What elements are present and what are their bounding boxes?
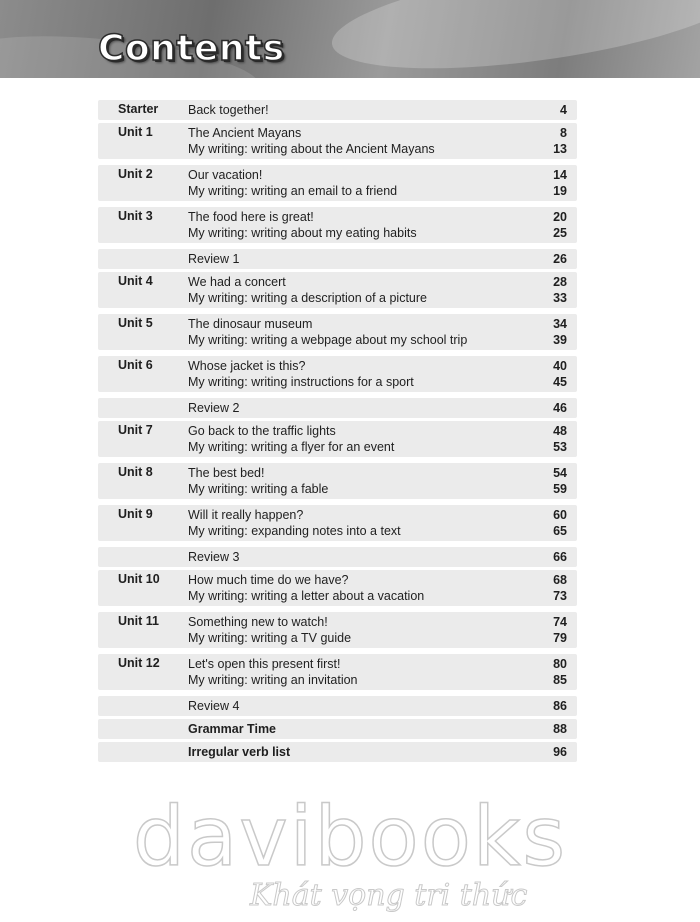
toc-entry-title: My writing: writing a flyer for an event — [188, 440, 395, 454]
toc-entry-title: Review 3 — [188, 550, 240, 564]
toc-entry-title: My writing: writing a TV guide — [188, 631, 352, 645]
toc-entry-title: How much time do we have? — [188, 573, 349, 587]
toc-entry-title: My writing: writing a description of a picture — [188, 291, 427, 305]
toc-entry-page: 39 — [553, 333, 567, 347]
toc-entry-page: 34 — [553, 317, 567, 331]
toc-row — [98, 421, 577, 457]
header-banner — [0, 0, 700, 78]
toc-entry[interactable] — [188, 125, 567, 141]
toc-row — [98, 612, 577, 648]
toc-unit-label: Unit 7 — [118, 423, 153, 437]
toc-unit-label: Unit 5 — [118, 316, 153, 330]
toc-unit-label: Unit 12 — [118, 656, 160, 670]
toc-entry-page: 74 — [553, 615, 567, 629]
toc-entry-title: My writing: expanding notes into a text — [188, 524, 401, 538]
toc-row — [98, 272, 577, 308]
toc-entry[interactable] — [188, 630, 567, 646]
toc-entry-page: 14 — [553, 168, 567, 182]
toc-entry-page: 59 — [553, 482, 567, 496]
toc-entry[interactable] — [188, 290, 567, 306]
toc-row — [98, 505, 577, 541]
toc-unit-label: Unit 2 — [118, 167, 153, 181]
toc-row — [98, 654, 577, 690]
toc-entry[interactable] — [188, 423, 567, 439]
toc-entry-page: 66 — [553, 550, 567, 564]
toc-entry-title: My writing: writing an invitation — [188, 673, 358, 687]
toc-entry-page: 80 — [553, 657, 567, 671]
toc-unit-label: Starter — [118, 102, 159, 116]
toc-entry[interactable] — [188, 549, 567, 565]
toc-entry-title: Will it really happen? — [188, 508, 304, 522]
toc-unit-label: Unit 9 — [118, 507, 153, 521]
toc-entry[interactable] — [188, 102, 567, 118]
toc-entry-page: 96 — [553, 745, 567, 759]
toc-entry-title: My writing: writing a fable — [188, 482, 329, 496]
toc-entry-page: 4 — [560, 103, 567, 117]
toc-entry-page: 48 — [553, 424, 567, 438]
toc-unit-label: Unit 3 — [118, 209, 153, 223]
toc-entry-title: Review 2 — [188, 401, 240, 415]
toc-entry-page: 33 — [553, 291, 567, 305]
toc-entry-page: 46 — [553, 401, 567, 415]
toc-entry[interactable] — [188, 183, 567, 199]
toc-entry[interactable] — [188, 251, 567, 267]
toc-row — [98, 742, 577, 762]
toc-entry-title: My writing: writing an email to a friend — [188, 184, 398, 198]
table-of-contents — [98, 100, 577, 765]
toc-entry-page: 79 — [553, 631, 567, 645]
toc-entry-title: My writing: writing instructions for a sport — [188, 375, 414, 389]
toc-entry-title: Go back to the traffic lights — [188, 424, 336, 438]
toc-entry[interactable] — [188, 209, 567, 225]
watermark-brand: davibooks — [132, 790, 568, 885]
toc-entry[interactable] — [188, 358, 567, 374]
toc-unit-label: Unit 8 — [118, 465, 153, 479]
toc-row — [98, 100, 577, 120]
toc-entry-title: My writing: writing a webpage about my school trip — [188, 333, 468, 347]
toc-row — [98, 696, 577, 716]
toc-entry-title: The best bed! — [188, 466, 265, 480]
toc-entry-title: Whose jacket is this? — [188, 359, 306, 373]
toc-entry[interactable] — [188, 481, 567, 497]
toc-entry-title: My writing: writing about the Ancient Mayans — [188, 142, 435, 156]
toc-entry-page: 85 — [553, 673, 567, 687]
toc-entry-title: My writing: writing a letter about a vacation — [188, 589, 425, 603]
toc-entry[interactable] — [188, 614, 567, 630]
toc-entry-page: 86 — [553, 699, 567, 713]
toc-row — [98, 165, 577, 201]
toc-entry-title: Something new to watch! — [188, 615, 328, 629]
toc-entry-page: 40 — [553, 359, 567, 373]
toc-row — [98, 314, 577, 350]
toc-entry-page: 26 — [553, 252, 567, 266]
toc-entry-title: Let's open this present first! — [188, 657, 341, 671]
toc-entry[interactable] — [188, 672, 567, 688]
toc-entry[interactable] — [188, 167, 567, 183]
toc-entry-title: My writing: writing about my eating habits — [188, 226, 417, 240]
toc-entry[interactable] — [188, 572, 567, 588]
toc-entry-page: 53 — [553, 440, 567, 454]
toc-entry-page: 25 — [553, 226, 567, 240]
toc-row — [98, 249, 577, 269]
toc-entry[interactable] — [188, 698, 567, 714]
toc-entry-page: 73 — [553, 589, 567, 603]
toc-entry-page: 45 — [553, 375, 567, 389]
toc-row — [98, 398, 577, 418]
toc-entry-title: We had a concert — [188, 275, 286, 289]
toc-row — [98, 463, 577, 499]
toc-entry[interactable] — [188, 465, 567, 481]
toc-entry-title: Review 4 — [188, 699, 240, 713]
toc-unit-label: Unit 6 — [118, 358, 153, 372]
toc-entry[interactable] — [188, 225, 567, 241]
toc-entry-title: Irregular verb list — [188, 745, 291, 759]
toc-row — [98, 719, 577, 739]
toc-entry[interactable] — [188, 400, 567, 416]
toc-entry-page: 28 — [553, 275, 567, 289]
toc-entry-title: The Ancient Mayans — [188, 126, 302, 140]
toc-entry-page: 60 — [553, 508, 567, 522]
toc-entry-title: Back together! — [188, 103, 269, 117]
toc-entry[interactable] — [188, 523, 567, 539]
toc-entry[interactable] — [188, 656, 567, 672]
toc-entry-title: Grammar Time — [188, 722, 277, 736]
toc-unit-label: Unit 1 — [118, 125, 153, 139]
toc-row — [98, 547, 577, 567]
toc-entry-page: 54 — [553, 466, 567, 480]
toc-entry-title: The food here is great! — [188, 210, 314, 224]
toc-unit-label: Unit 11 — [118, 614, 159, 628]
toc-row — [98, 123, 577, 159]
toc-entry[interactable] — [188, 274, 567, 290]
toc-row — [98, 356, 577, 392]
toc-entry-page: 19 — [553, 184, 567, 198]
watermark-slogan: Khát vọng tri thức — [250, 878, 528, 913]
toc-entry[interactable] — [188, 141, 567, 157]
toc-entry[interactable] — [188, 316, 567, 332]
toc-entry[interactable] — [188, 439, 567, 455]
toc-entry[interactable] — [188, 332, 567, 348]
toc-entry[interactable] — [188, 744, 567, 760]
toc-row — [98, 207, 577, 243]
toc-entry-page: 65 — [553, 524, 567, 538]
toc-entry[interactable] — [188, 721, 567, 737]
toc-entry-title: Review 1 — [188, 252, 240, 266]
toc-entry-page: 13 — [553, 142, 567, 156]
page-title: Contents — [98, 28, 285, 69]
toc-row — [98, 570, 577, 606]
toc-entry[interactable] — [188, 374, 567, 390]
toc-entry-page: 8 — [560, 126, 567, 140]
toc-entry-page: 68 — [553, 573, 567, 587]
toc-entry-title: Our vacation! — [188, 168, 263, 182]
toc-unit-label: Unit 10 — [118, 572, 160, 586]
toc-entry[interactable] — [188, 588, 567, 604]
toc-entry[interactable] — [188, 507, 567, 523]
toc-entry-title: The dinosaur museum — [188, 317, 313, 331]
toc-unit-label: Unit 4 — [118, 274, 153, 288]
toc-entry-page: 88 — [553, 722, 567, 736]
toc-entry-page: 20 — [553, 210, 567, 224]
